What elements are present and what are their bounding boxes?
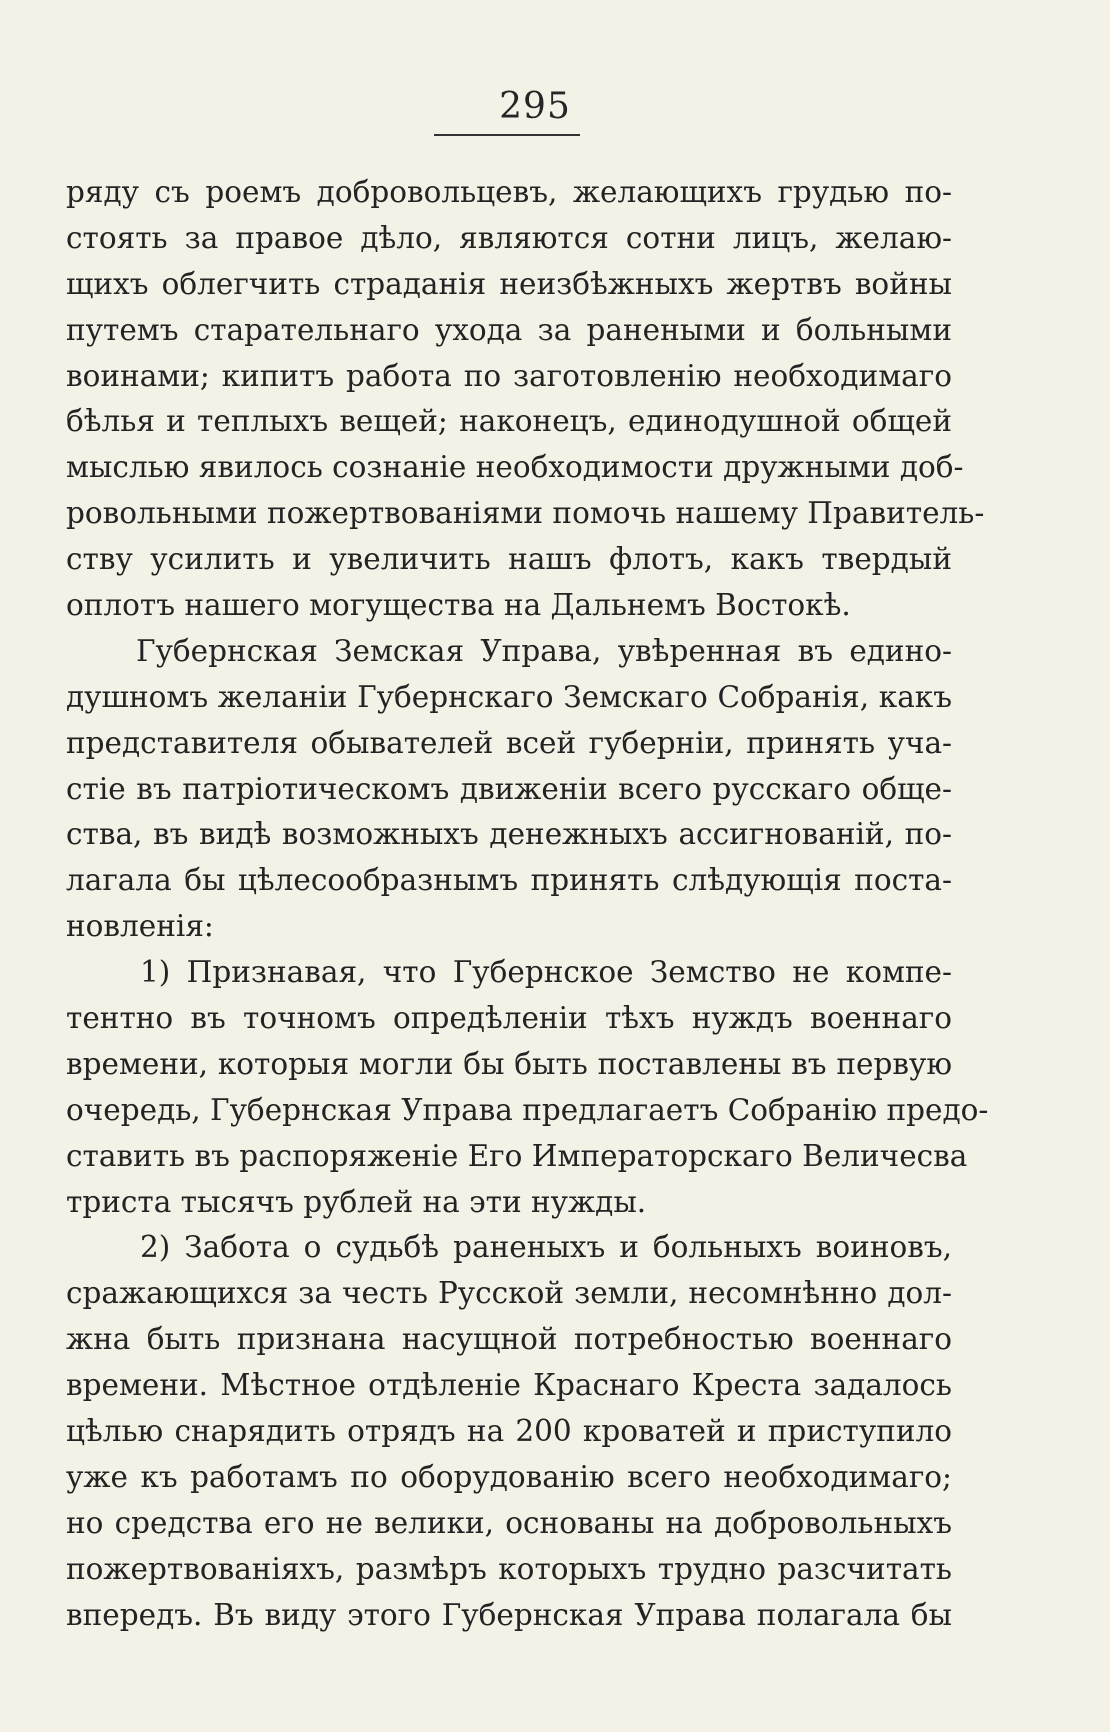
- text-line: но средства его не велики, основаны на добровольныхъ: [66, 1505, 952, 1540]
- text-line: жна быть признана насущной потребностью военнаго: [66, 1322, 952, 1357]
- paragraph-3: [66, 950, 989, 1225]
- text-line: Губернская Земская Управа, увѣренная въ едино-: [136, 633, 952, 668]
- text-line: представителя обывателей всей губерніи, принять уча-: [66, 725, 952, 760]
- text-line: ровольными пожертвованіями помочь нашему Правитель-: [66, 496, 985, 531]
- text-line: триста тысячъ рублей на эти нужды.: [66, 1184, 647, 1219]
- text-line: мыслью явилось сознаніе необходимости дружными доб-: [66, 450, 964, 485]
- text-line: 1) Признавая, что Губернское Земство не компе-: [140, 955, 952, 990]
- text-line: оплотъ нашего могущества на Дальнемъ Востокѣ.: [66, 588, 851, 623]
- text-line: лагала бы цѣлесообразнымъ принять слѣдующія поста-: [66, 863, 952, 898]
- paragraph-2: [66, 629, 952, 950]
- text-line: тентно въ точномъ опредѣленіи тѣхъ нуждъ военнаго: [66, 1001, 952, 1036]
- paragraph-1: [66, 170, 985, 629]
- text-line: ства, въ видѣ возможныхъ денежныхъ ассигнованій, по-: [66, 817, 952, 852]
- text-line: воинами; кипитъ работа по заготовленію необходимаго: [66, 358, 952, 393]
- text-line: времени, которыя могли бы быть поставлены въ первую: [66, 1046, 952, 1081]
- text-line: очередь, Губернская Управа предлагаетъ Собранію предо-: [66, 1092, 989, 1127]
- header-rule: [434, 134, 580, 136]
- page-number: 295: [499, 86, 571, 127]
- text-line: времени. Мѣстное отдѣленіе Краснаго Креста задалось: [66, 1368, 952, 1403]
- text-line: щихъ облегчить страданія неизбѣжныхъ жертвъ войны: [66, 266, 952, 301]
- text-line: ству усилить и увеличить нашъ флотъ, какъ твердый: [66, 542, 952, 577]
- text-line: ставить въ распоряженіе Его Императорскаго Величесва: [66, 1138, 968, 1173]
- body-text: [66, 170, 989, 1639]
- text-line: 2) Забота о судьбѣ раненыхъ и больныхъ воиновъ,: [140, 1230, 952, 1265]
- text-line: ряду съ роемъ добровольцевъ, желающихъ грудью по-: [66, 175, 952, 209]
- text-line: впередъ. Въ виду этого Губернская Управа полагала бы: [66, 1597, 952, 1632]
- text-line: путемъ старательнаго ухода за ранеными и больными: [66, 312, 952, 347]
- text-line: сражающихся за честь Русской земли, несомнѣнно дол-: [66, 1276, 952, 1311]
- text-line: новленія:: [66, 909, 214, 944]
- text-line: стоять за правое дѣло, являются сотни лицъ, желаю-: [66, 220, 952, 255]
- text-line: пожертвованіяхъ, размѣръ которыхъ трудно разсчитать: [66, 1551, 952, 1586]
- text-line: бѣлья и теплыхъ вещей; наконецъ, единодушной общей: [66, 404, 952, 439]
- paragraph-4: [66, 1225, 952, 1638]
- text-line: цѣлью снарядить отрядъ на 200 кроватей и приступило: [66, 1414, 952, 1449]
- text-line: душномъ желаніи Губернскаго Земскаго Собранія, какъ: [66, 679, 952, 714]
- text-line: стіе въ патріотическомъ движеніи всего русскаго обще-: [66, 771, 952, 806]
- text-line: уже къ работамъ по оборудованію всего необходимаго;: [66, 1459, 952, 1494]
